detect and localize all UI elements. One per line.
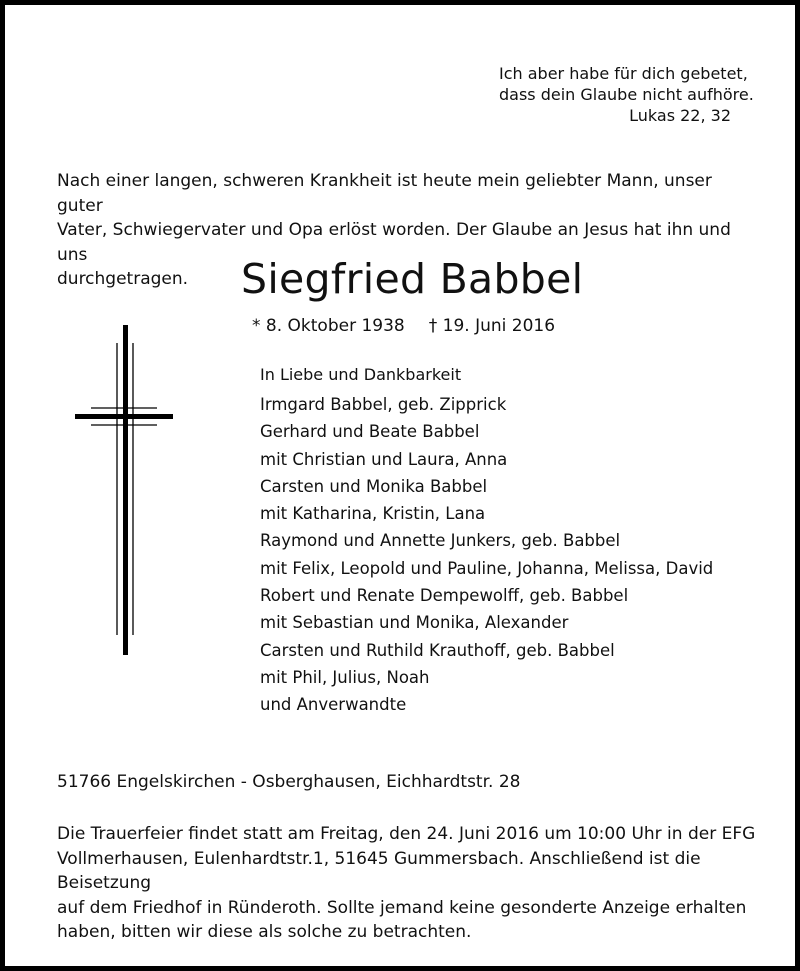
mourner-line: Carsten und Ruthild Krauthoff, geb. Babbel xyxy=(260,640,615,660)
notice-line: auf dem Friedhof in Ründeroth. Sollte jemand keine gesonderte Anzeige erhalten xyxy=(57,897,747,918)
family-address: 51766 Engelskirchen - Osberghausen, Eichhardtstr. 28 xyxy=(57,772,521,792)
mourner-line: Carsten und Monika Babbel xyxy=(260,476,488,496)
intro-line: Vater, Schwiegervater und Opa erlöst worden. Der Glaube an Jesus hat ihn und uns xyxy=(57,220,731,265)
notice-line: Vollmerhausen, Eulenhardtstr.1, 51645 Gummersbach. Anschließend ist die Beisetzung xyxy=(57,848,701,893)
funeral-notice xyxy=(57,822,777,945)
mourners-list xyxy=(260,391,713,719)
life-dates xyxy=(252,316,555,336)
mourner-line: und Anverwandte xyxy=(260,695,407,715)
mourner-line: mit Christian und Laura, Anna xyxy=(260,449,508,469)
deceased-name: Siegfried Babbel xyxy=(241,255,584,303)
mourner-line: mit Felix, Leopold und Pauline, Johanna, Melissa, David xyxy=(260,558,714,578)
bible-verse xyxy=(499,63,754,126)
intro-line: durchgetragen. xyxy=(57,269,189,289)
mourner-line: mit Phil, Julius, Noah xyxy=(260,667,430,687)
mourner-line: Raymond und Annette Junkers, geb. Babbel xyxy=(260,531,621,551)
notice-line: haben, bitten wir diese als solche zu betrachten. xyxy=(57,922,472,942)
verse-line: Ich aber habe für dich gebetet, xyxy=(499,64,748,83)
verse-line: dass dein Glaube nicht aufhöre. xyxy=(499,85,754,104)
mourner-line: Irmgard Babbel, geb. Zipprick xyxy=(260,395,507,414)
death-date: † 19. Juni 2016 xyxy=(428,316,556,336)
mourner-line: mit Sebastian und Monika, Alexander xyxy=(260,613,569,633)
mourner-line: mit Katharina, Kristin, Lana xyxy=(260,504,486,524)
notice-line: Die Trauerfeier findet statt am Freitag, den 24. Juni 2016 um 10:00 Uhr in der EFG xyxy=(57,824,756,844)
intro-line: Nach einer langen, schweren Krankheit ist heute mein geliebter Mann, unser guter xyxy=(57,171,712,216)
cross-icon xyxy=(75,325,175,655)
mourner-line: Robert und Renate Dempewolff, geb. Babbel xyxy=(260,586,629,606)
mourners-heading: In Liebe und Dankbarkeit xyxy=(260,365,462,384)
verse-reference: Lukas 22, 32 xyxy=(629,106,731,125)
mourner-line: Gerhard und Beate Babbel xyxy=(260,422,480,442)
birth-date: * 8. Oktober 1938 xyxy=(252,316,405,336)
